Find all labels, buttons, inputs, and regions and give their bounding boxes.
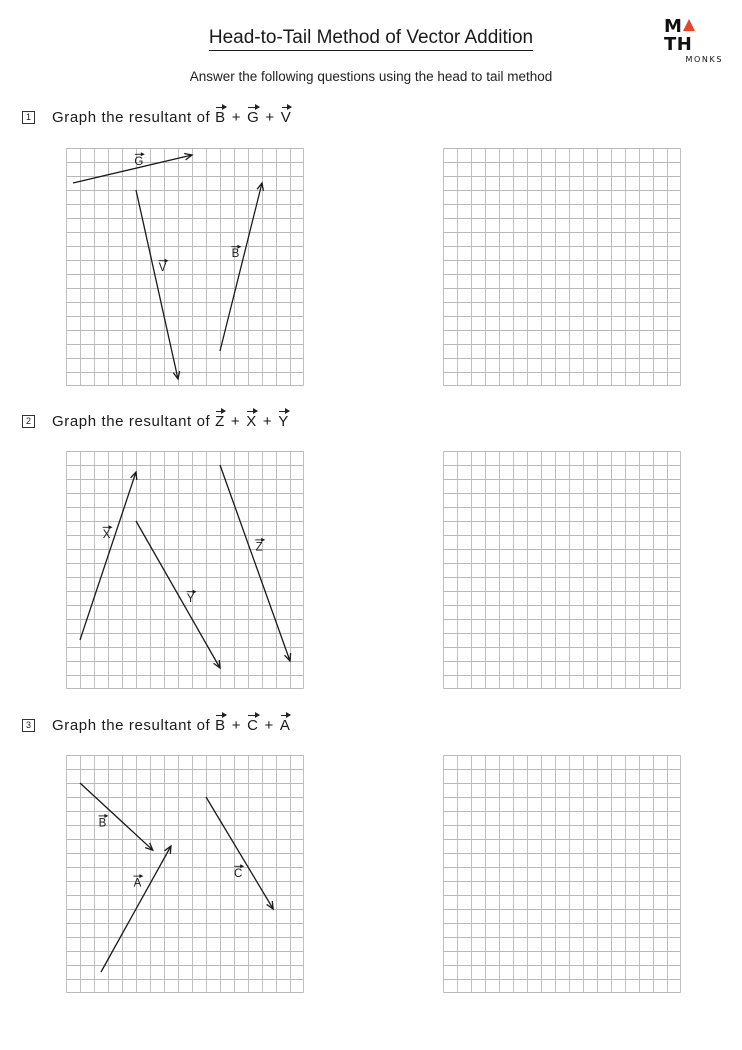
vector-symbol: A [279,717,291,734]
vector-symbol: Z [215,413,225,430]
svg-text:Y: Y [186,593,195,606]
plus-operator: + [231,717,242,734]
vector-arrow-z [220,465,291,661]
question-1-vector-grid [66,148,304,386]
question-3-vector-grid [66,755,304,993]
vector-label-b [98,814,108,830]
prompt-text: Graph the resultant of [52,413,211,430]
question-2-answer-grid[interactable] [443,451,681,689]
vector-symbol: X [246,413,257,430]
svg-text:Z: Z [255,541,263,554]
question-2-vector-grid [66,451,304,689]
question-number: 2 [22,415,35,428]
vector-arrow-b [80,783,153,850]
plus-operator: + [264,717,274,734]
vector-symbol: B [215,109,226,126]
svg-text:B: B [231,248,240,261]
svg-text:X: X [102,528,111,541]
vector-arrow-b [220,183,263,351]
question-1-answer-grid[interactable] [443,148,681,386]
plus-operator: + [265,109,275,126]
vector-symbol: B [215,717,226,734]
prompt-text: Graph the resultant of [52,717,211,734]
graph-paper [443,755,681,993]
vector-label-c [234,864,244,880]
brand-logo [664,16,724,64]
vector-label-x [103,525,113,541]
graph-paper [66,148,304,386]
svg-text:G: G [134,155,144,168]
vector-label-g [134,152,144,168]
logo-subtext: MONKS [685,55,723,64]
question-2-prompt [22,411,289,435]
svg-text:A: A [133,877,142,890]
instructions: Answer the following questions using the head to tail method [189,69,553,84]
vector-label-v [159,259,169,275]
vector-label-b [231,245,241,261]
graph-paper [443,148,681,386]
graph-paper [443,451,681,689]
question-number: 1 [22,111,35,124]
vector-arrow-a [101,846,171,972]
question-3-answer-grid[interactable] [443,755,681,993]
prompt-text: Graph the resultant of [52,109,211,126]
vector-symbol: C [247,717,259,734]
plus-operator: + [230,413,241,430]
vector-arrow-c [206,797,273,909]
page-title: Head-to-Tail Method of Vector Addition [0,27,742,49]
graph-paper [66,755,304,993]
logo-word: MTH [664,18,724,54]
graph-paper [66,451,304,689]
question-3-prompt [22,715,290,739]
vector-symbol: G [247,109,260,126]
svg-text:C: C [234,867,243,880]
vector-symbol: Y [278,413,289,430]
svg-text:V: V [158,262,167,275]
svg-text:B: B [98,817,107,830]
vector-label-y [187,590,197,606]
plus-operator: + [231,109,242,126]
question-1-prompt [22,107,291,131]
logo-triangle-icon [683,19,695,31]
vector-arrow-y [136,521,220,668]
arrowhead-icon [267,901,274,909]
vector-arrow-g [73,153,192,183]
vector-label-z [255,538,265,554]
question-number: 3 [22,719,35,732]
vector-symbol: V [280,109,292,126]
plus-operator: + [262,413,273,430]
